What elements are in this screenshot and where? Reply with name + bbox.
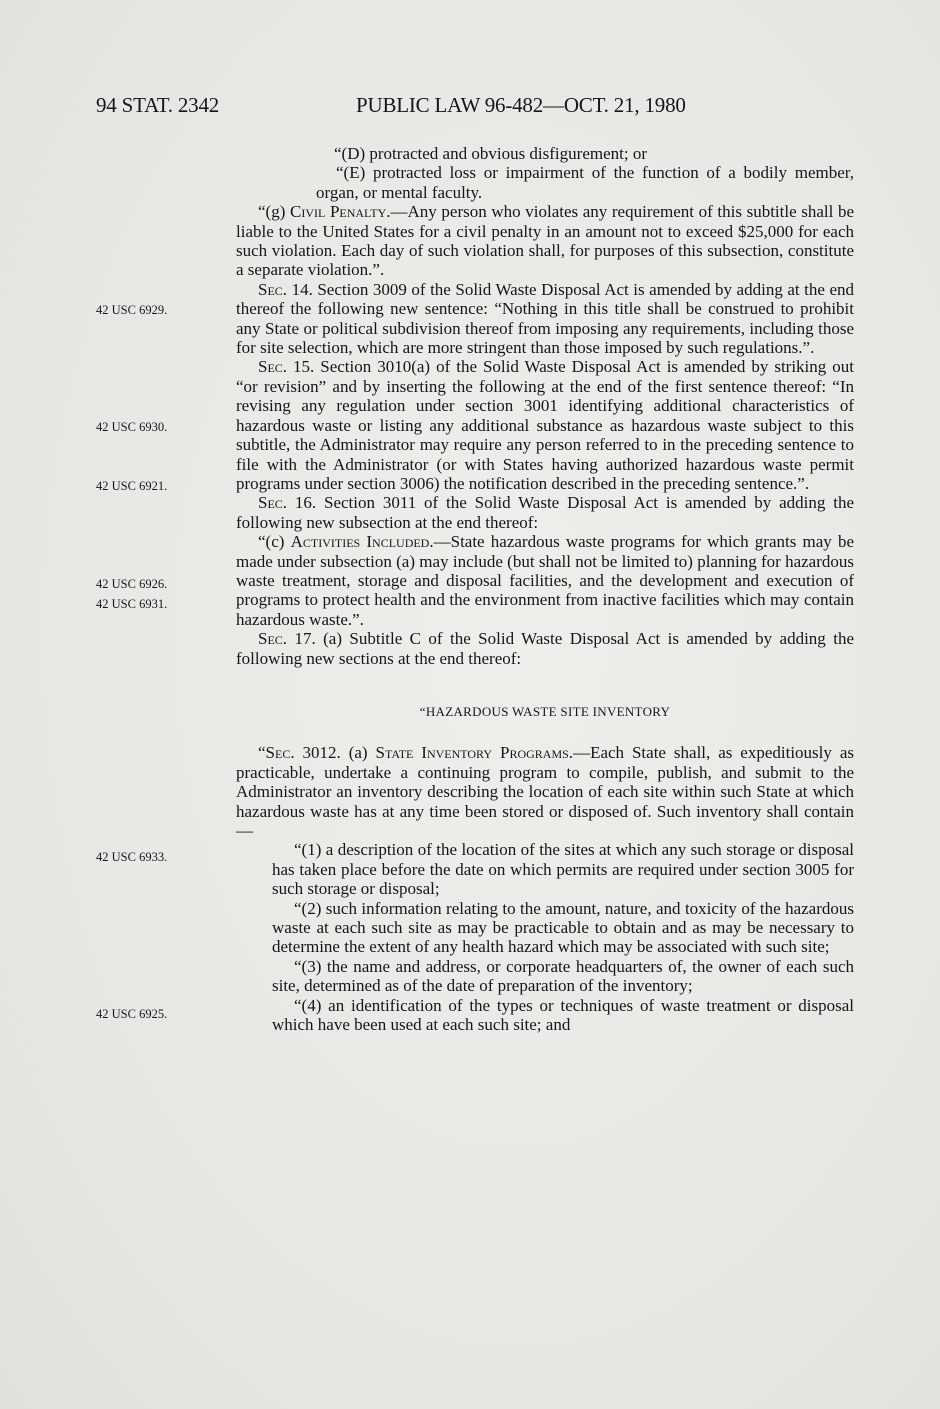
margin-note: 42 USC 6929. — [96, 303, 168, 317]
section-14-text: 14. Section 3009 of the Solid Waste Disposal Act is amended by adding at the end thereof the following new sentence: “Nothing in this title shall be construed to prohibit any State or political subdivision thereof from imposing any requirements, including those for site selection, which are more stringent than those imposed by such regulations.”. — [236, 279, 854, 358]
section-3012 — [236, 743, 854, 840]
subsection-g — [236, 202, 854, 280]
section-17-label: Sec. — [258, 629, 288, 649]
statute-text — [236, 144, 854, 1034]
section-14-label: Sec. — [258, 279, 288, 299]
subsection-g-heading: Civil Penalty. — [290, 202, 391, 222]
section-17 — [236, 629, 854, 668]
margin-note: 42 USC 6921. — [96, 479, 168, 493]
section-3012-text: —Each State shall, as expeditiously as practicable, undertake a continuing program to compile, publish, and submit to the Administrator an inventory describing the location of each site within such State at which hazardous waste has at any time been stored or disposed of. Such inventory shall contain— — [236, 743, 854, 840]
section-16-label: Sec. — [258, 493, 288, 513]
inventory-item-1: “(1) a description of the location of the sites at which any such storage or disposal has taken place before the date on which permits are required under section 3005 for such storage or disposal; — [272, 840, 854, 899]
subsection-c-heading: Activities Included. — [290, 532, 434, 552]
inventory-item-2: “(2) such information relating to the amount, nature, and toxicity of the hazardous waste at each such site as may be practicable to obtain and as may be necessary to determine the extent of any health hazard which may be associated with such site; — [272, 898, 854, 957]
subsection-g-text: —Any person who violates any requirement of this subtitle shall be liable to the United States for a civil penalty in an amount not to exceed $25,000 for each such violation. Each day of such violation shall, for purposes of this subsection, constitute a separate violation.”. — [236, 202, 855, 280]
section-15-label: Sec. — [258, 357, 288, 377]
section-14 — [236, 280, 854, 358]
section-16-text: 16. Section 3011 of the Solid Waste Disposal Act is amended by adding the following new subsection at the end thereof: — [236, 493, 854, 532]
section-3012-heading: State Inventory Programs. — [375, 743, 574, 763]
clause-e: “(E) protracted loss or impairment of the function of a bodily member, organ, or mental faculty. — [316, 163, 854, 202]
section-3012-number: 3012. (a) — [294, 743, 376, 763]
page-stat-number: 94 STAT. 2342 — [96, 93, 220, 117]
inventory-item-4: “(4) an identification of the types or techniques of waste treatment or disposal which have been used at each such site; and — [272, 995, 854, 1035]
subsection-c — [236, 532, 854, 629]
section-16 — [236, 493, 854, 532]
section-heading: “HAZARDOUS WASTE SITE INVENTORY — [419, 703, 671, 719]
subsection-g-open: “(g) — [258, 202, 286, 222]
subsection-c-open: “(c) — [258, 532, 285, 552]
margin-note: 42 USC 6930. — [96, 420, 168, 434]
margin-note: 42 USC 6926. — [96, 577, 168, 591]
section-3012-label: “Sec. — [258, 743, 295, 763]
inventory-item-3: “(3) the name and address, or corporate headquarters of, the owner of each such site, determined as of the date of preparation of the inventory; — [272, 956, 854, 996]
section-15-text: 15. Section 3010(a) of the Solid Waste Disposal Act is amended by striking out “or revision” and by inserting the following at the end of the first sentence thereof: “In revising any regulation under section 3001 identifying additional characteristics of hazardous waste or listing any additional substance as hazardous waste subject to this subtitle, the Administrator may require any person referred to in the preceding sentence to file with the Administrator (or with States having authorized hazardous waste permit programs under section 3006) the notification described in the preceding sentence.”. — [236, 357, 854, 493]
section-17-text: 17. (a) Subtitle C of the Solid Waste Disposal Act is amended by adding the following new sections at the end thereof: — [236, 629, 854, 668]
margin-note: 42 USC 6931. — [96, 597, 168, 611]
margin-note: 42 USC 6933. — [96, 850, 168, 864]
margin-note: 42 USC 6925. — [96, 1007, 168, 1021]
clause-d: “(D) protracted and obvious disfigurement; or — [334, 144, 647, 163]
section-15 — [236, 357, 854, 493]
subsection-c-text: —State hazardous waste programs for which grants may be made under subsection (a) may include (but shall not be limited to) planning for hazardous waste treatment, storage and disposal facilities, and the development and execution of programs to protect health and the environment from inactive facilities which may contain hazardous waste.”. — [236, 532, 855, 629]
page-title: PUBLIC LAW 96-482—OCT. 21, 1980 — [356, 93, 686, 117]
